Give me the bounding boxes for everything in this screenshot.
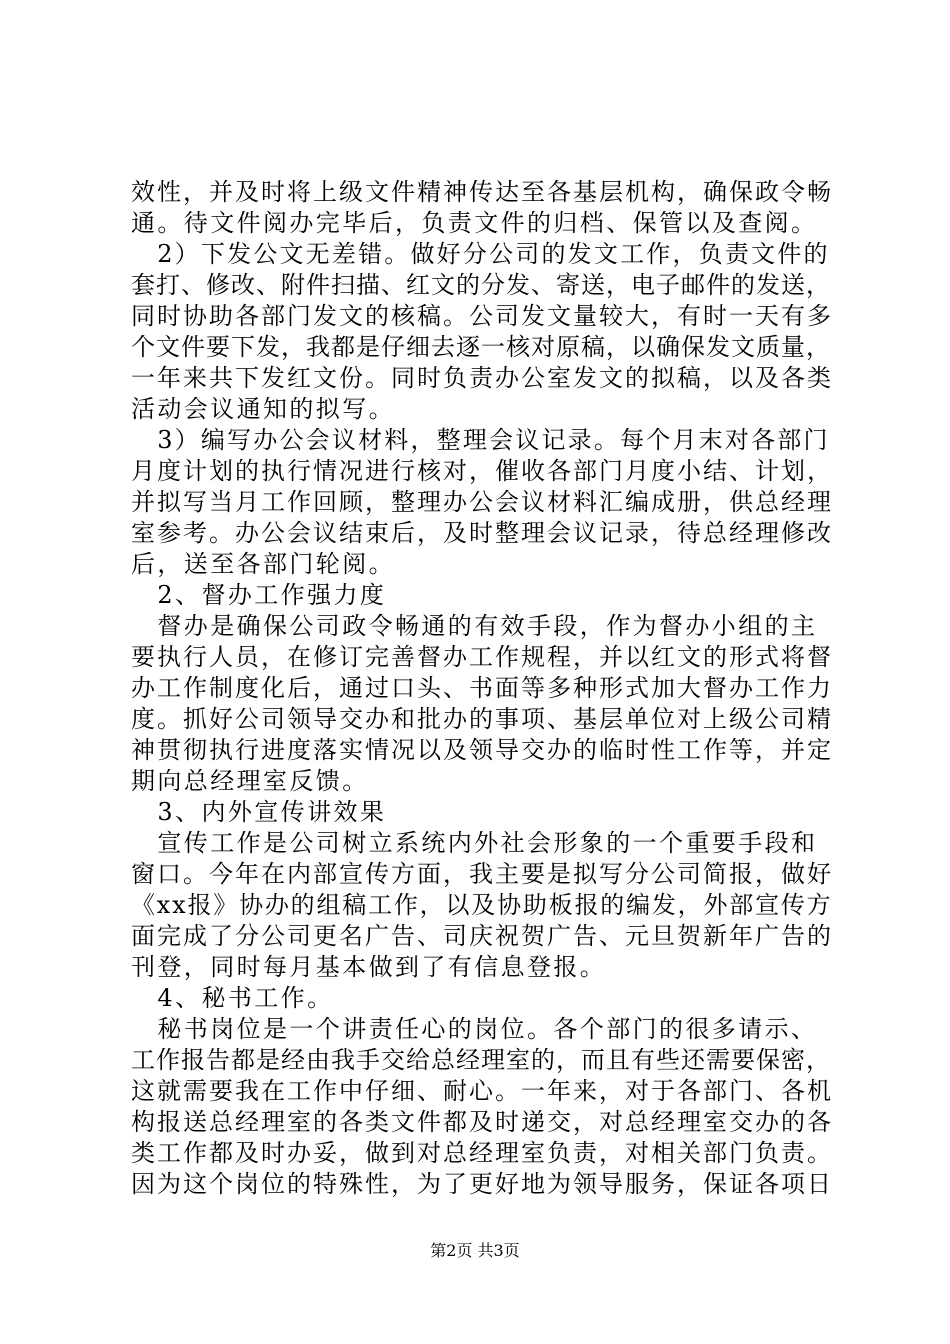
text-line: 个文件要下发，我都是仔细去逐一核对原稿，以确保发文质量， (131, 333, 831, 361)
section-heading: 3、内外宣传讲效果 (131, 798, 387, 826)
text-line: 办工作制度化后，通过口头、书面等多种形式加大督办工作力 (131, 674, 833, 702)
text-line: 室参考。办公会议结束后，及时整理会议记录，待总经理修改 (131, 519, 833, 547)
text-line: 要执行人员，在修订完善督办工作规程，并以红文的形式将督 (131, 643, 833, 671)
text-line: 面完成了分公司更名广告、司庆祝贺广告、元旦贺新年广告的 (131, 922, 833, 950)
text-line: 月度计划的执行情况进行核对，催收各部门月度小结、计划， (131, 457, 833, 485)
text-line: 同时协助各部门发文的核稿。公司发文量较大，有时一天有多 (131, 302, 833, 330)
section-heading: 2、督办工作强力度 (131, 581, 387, 609)
text-line: 2）下发公文无差错。做好分公司的发文工作，负责文件的 (131, 240, 830, 268)
text-line: 窗口。今年在内部宣传方面，我主要是拟写分公司简报，做好 (131, 860, 833, 888)
text-line: 并拟写当月工作回顾，整理办公会议材料汇编成册，供总经理 (131, 488, 833, 516)
text-line: 刊登，同时每月基本做到了有信息登报。 (131, 953, 607, 981)
text-line: 神贯彻执行进度落实情况以及领导交办的临时性工作等，并定 (131, 736, 833, 764)
text-line: 工作报告都是经由我手交给总经理室的，而且有些还需要保密， (131, 1046, 831, 1074)
text-line: 这就需要我在工作中仔细、耐心。一年来，对于各部门、各机 (131, 1077, 833, 1105)
text-line: 通。待文件阅办完毕后，负责文件的归档、保管以及查阅。 (131, 209, 818, 237)
text-line: 宣传工作是公司树立系统内外社会形象的一个重要手段和 (131, 829, 818, 857)
text-line: 活动会议通知的拟写。 (131, 395, 395, 423)
text-line: 3）编写办公会议材料，整理会议记录。每个月末对各部门 (131, 426, 830, 454)
text-line: 度。抓好公司领导交办和批办的事项、基层单位对上级公司精 (131, 705, 833, 733)
text-line: 秘书岗位是一个讲责任心的岗位。各个部门的很多请示、 (131, 1015, 818, 1043)
text-line: 督办是确保公司政令畅通的有效手段，作为督办小组的主 (131, 612, 818, 640)
text-line: 套打、修改、附件扫描、红文的分发、寄送，电子邮件的发送， (131, 271, 831, 299)
section-heading: 4、秘书工作。 (131, 984, 334, 1012)
page-number: 第2页 共3页 (430, 1241, 520, 1260)
text-line: 类工作都及时办妥，做到对总经理室负责，对相关部门负责。 (131, 1139, 833, 1167)
text-line: 效性，并及时将上级文件精神传达至各基层机构，确保政令畅 (131, 178, 833, 206)
text-line: 因为这个岗位的特殊性，为了更好地为领导服务，保证各项日 (131, 1170, 833, 1198)
text-line: 《xx报》协办的组稿工作，以及协助板报的编发，外部宣传方 (131, 891, 833, 919)
text-line: 构报送总经理室的各类文件都及时递交，对总经理室交办的各 (131, 1108, 833, 1136)
text-line: 一年来共下发红文份。同时负责办公室发文的拟稿，以及各类 (131, 364, 833, 392)
text-line: 后，送至各部门轮阅。 (131, 550, 395, 578)
text-line: 期向总经理室反馈。 (131, 767, 369, 795)
